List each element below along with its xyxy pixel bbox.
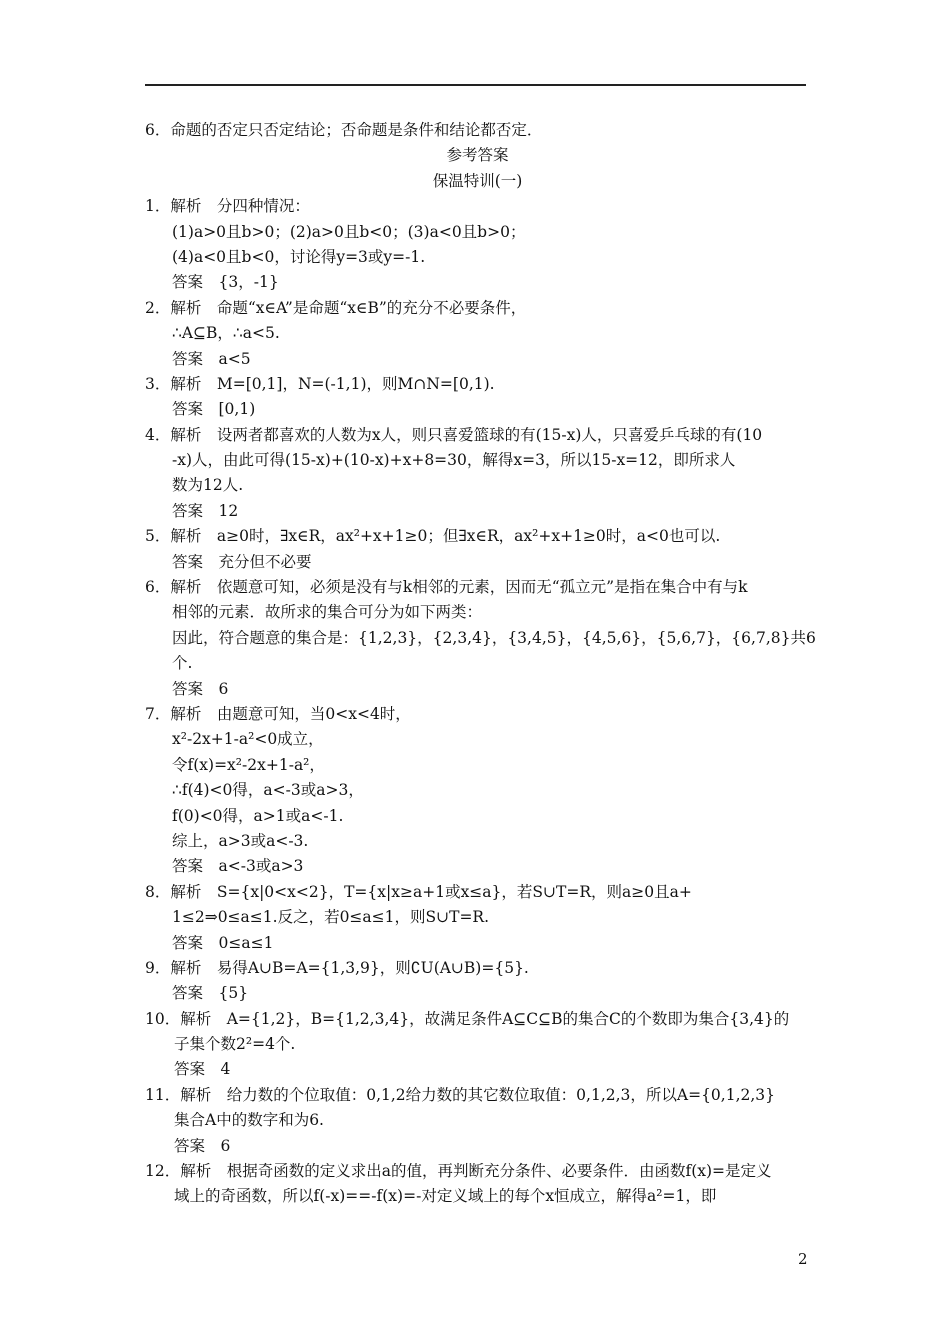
- text-line: 答案 {3，-1}: [172, 273, 279, 292]
- text-line: ∴f(4)<0得，a<-3或a>3，: [172, 781, 364, 800]
- text-line: 答案 充分但不必要: [172, 552, 312, 571]
- text-line: 因此，符合题意的集合是：{1,2,3}，{2,3,4}，{3,4,5}，{4,5,6}，{5,6,7}，{6,7,8}共6: [172, 628, 816, 647]
- text-line: 9．解析 易得A∪B=A={1,3,9}，则∁U(A∪B)={5}.: [145, 958, 529, 977]
- text-line: 答案 0≤a≤1: [172, 933, 274, 952]
- text-line: 答案 a<5: [172, 349, 251, 368]
- text-line: 2．解析 命题“x∈A”是命题“x∈B”的充分不必要条件，: [145, 298, 527, 317]
- text-line: 3．解析 M=[0,1]，N=(-1,1)，则M∩N=[0,1).: [145, 374, 495, 393]
- text-line: 1≤2⇒0≤a≤1.反之，若0≤a≤1，则S∪T=R.: [172, 908, 490, 927]
- text-line: 答案 6: [174, 1136, 231, 1155]
- text-line: ∴A⊆B，∴a<5.: [172, 324, 280, 343]
- text-line: x²-2x+1-a²<0成立，: [172, 730, 324, 749]
- text-line: 域上的奇函数，所以f(-x)==-f(x)=-对定义域上的每个x恒成立，解得a²=1，即: [174, 1187, 717, 1206]
- text-line: 5．解析 a≥0时，∃x∈R，ax²+x+1≥0；但∃x∈R，ax²+x+1≥0时，a<0也可以.: [145, 527, 721, 546]
- text-line: 4．解析 设两者都喜欢的人数为x人，则只喜爱篮球的有(15-x)人，只喜爱乒乓球的有(10: [145, 425, 763, 444]
- text-line: 12．解析 根据奇函数的定义求出a的值，再判断充分条件、必要条件．由函数f(x)=是定义: [145, 1162, 772, 1181]
- text-line: 参考答案: [446, 146, 509, 165]
- text-line: 6．命题的否定只否定结论；否命题是条件和结论都否定．: [145, 121, 543, 139]
- text-line: 7．解析 由题意可知，当0<x<4时，: [145, 704, 411, 723]
- text-line: 答案 4: [174, 1060, 231, 1079]
- text-line: 1．解析 分四种情况：: [145, 197, 310, 216]
- text-line: 8．解析 S={x|0<x<2}，T={x|x≥a+1或x≤a}，若S∪T=R，则a≥0且a+: [145, 882, 692, 901]
- text-line: -x)人，由此可得(15-x)+(10-x)+x+8=30，解得x=3，所以15-x=12，即所求人: [172, 451, 736, 470]
- text-line: 答案 {5}: [172, 984, 249, 1003]
- text-line: 个.: [172, 654, 193, 673]
- text-line: 相邻的元素．故所求的集合可分为如下两类：: [172, 603, 483, 622]
- text-line: 数为12人.: [172, 476, 244, 495]
- text-line: 保温特训(一): [432, 171, 523, 190]
- document-body: [145, 118, 816, 1210]
- text-line: 答案 a<-3或a>3: [172, 857, 304, 876]
- text-line: 答案 [0,1): [172, 400, 256, 419]
- text-line: 令f(x)=x²-2x+1-a²，: [172, 755, 325, 774]
- text-line: 答案 12: [172, 501, 239, 520]
- text-line: 答案 6: [172, 679, 229, 698]
- text-line: 6．解析 依题意可知，必须是没有与k相邻的元素，因而无“孤立元”是指在集合中有与k: [145, 578, 748, 597]
- text-line: f(0)<0得，a>1或a<-1.: [172, 806, 344, 825]
- text-line: 11．解析 给力数的个位取值：0,1,2给力数的其它数位取值：0,1,2,3，所以A={0,1,2,3}: [145, 1085, 776, 1104]
- text-line: 10．解析 A={1,2}，B={1,2,3,4}，故满足条件A⊆C⊆B的集合C的个数即为集合{3,4}的: [145, 1009, 790, 1028]
- text-line: (1)a>0且b>0；(2)a>0且b<0；(3)a<0且b>0；: [172, 222, 526, 241]
- text-line: (4)a<0且b<0，讨论得y=3或y=-1.: [172, 247, 426, 266]
- text-line: 综上，a>3或a<-3.: [172, 831, 309, 850]
- text-line: 子集个数2²=4个.: [174, 1035, 296, 1054]
- page-number: 2: [798, 1250, 808, 1268]
- text-line: 集合A中的数字和为6.: [174, 1111, 324, 1130]
- header-rule: [145, 84, 806, 86]
